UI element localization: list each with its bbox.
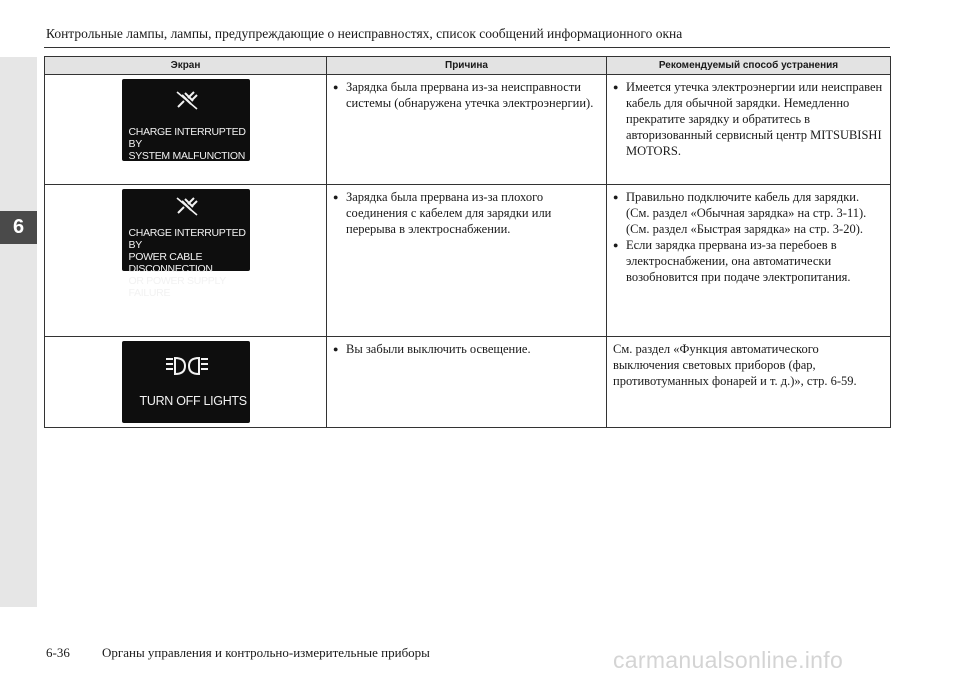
page-number: 6-36 [46,645,70,660]
chapter-tab: 6 [0,211,37,244]
cause-bullet: ● Зарядка была прервана из-за неисправности системы (обнаружена утечка электроэнергии). [333,79,600,111]
screen-text-line: SYSTEM MALFUNCTION [128,150,246,162]
screen-cell [45,75,327,185]
cause-bullet: ● Вы забыли выключить освещение. [333,341,600,357]
headlight-icon [164,356,210,376]
column-header-cause: Причина [327,57,607,75]
screen-text-line: CHARGE INTERRUPTED BY [128,126,246,150]
column-header-remedy: Рекомендуемый способ устранения [607,57,891,75]
table-row [45,75,891,185]
screen-text-line: OR POWER SUPPLY FAILURE [128,275,226,299]
display-screen-charge-disconnection [122,189,250,299]
page-header: Контрольные лампы, лампы, предупреждающие о неисправностях, список сообщений информационного окна [46,26,683,41]
remedy-cell [607,75,891,185]
screen-text-line: TURN OFF LIGHTS [139,394,247,408]
screen-text-line: POWER CABLE DISCONNECTION [128,251,213,275]
table-header-row [45,57,891,75]
plug-crossed-icon [174,195,200,217]
screen-cell [45,337,327,428]
cause-cell [327,337,607,428]
cause-bullet: ● Зарядка была прервана из-за плохого соединения с кабелем для зарядки или перерыва в электроснабжении. [333,189,600,237]
table-row [45,337,891,428]
remedy-bullet: ● Если зарядка прервана из-за перебоев в электроснабжении, она автоматически возобновится при подаче электропитания. [613,237,884,285]
header-rule [44,47,890,48]
footer-section: Органы управления и контрольно-измерительные приборы [102,645,430,660]
screen-cell [45,185,327,337]
remedy-bullet: ● Правильно подключите кабель для зарядки. (См. раздел «Обычная зарядка» на стр. 3-11). (См. раздел «Быстрая зарядка» на стр. 3-20). [613,189,884,237]
message-table [44,56,891,428]
remedy-cell [607,337,891,428]
screen-text-line: CHARGE INTERRUPTED BY [128,227,246,251]
display-screen-turn-off-lights [122,341,250,423]
remedy-text: См. раздел «Функция автоматического выключения световых приборов (фар, противотуманных фонарей и т. д.)», стр. 6-59. [613,342,857,388]
remedy-cell [607,185,891,337]
watermark: carmanualsonline.info [613,647,844,673]
cause-cell [327,75,607,185]
column-header-screen: Экран [45,57,327,75]
chapter-sidebar [0,57,37,607]
plug-crossed-icon [174,89,200,111]
remedy-bullet: ● Имеется утечка электроэнергии или неисправен кабель для обычной зарядки. Немедленно прекратите зарядку и обратитесь в авторизованный сервисный центр MITSUBISHI MOTORS. [613,79,884,159]
cause-cell [327,185,607,337]
display-screen-charge-malfunction [122,79,250,161]
table-row [45,185,891,337]
